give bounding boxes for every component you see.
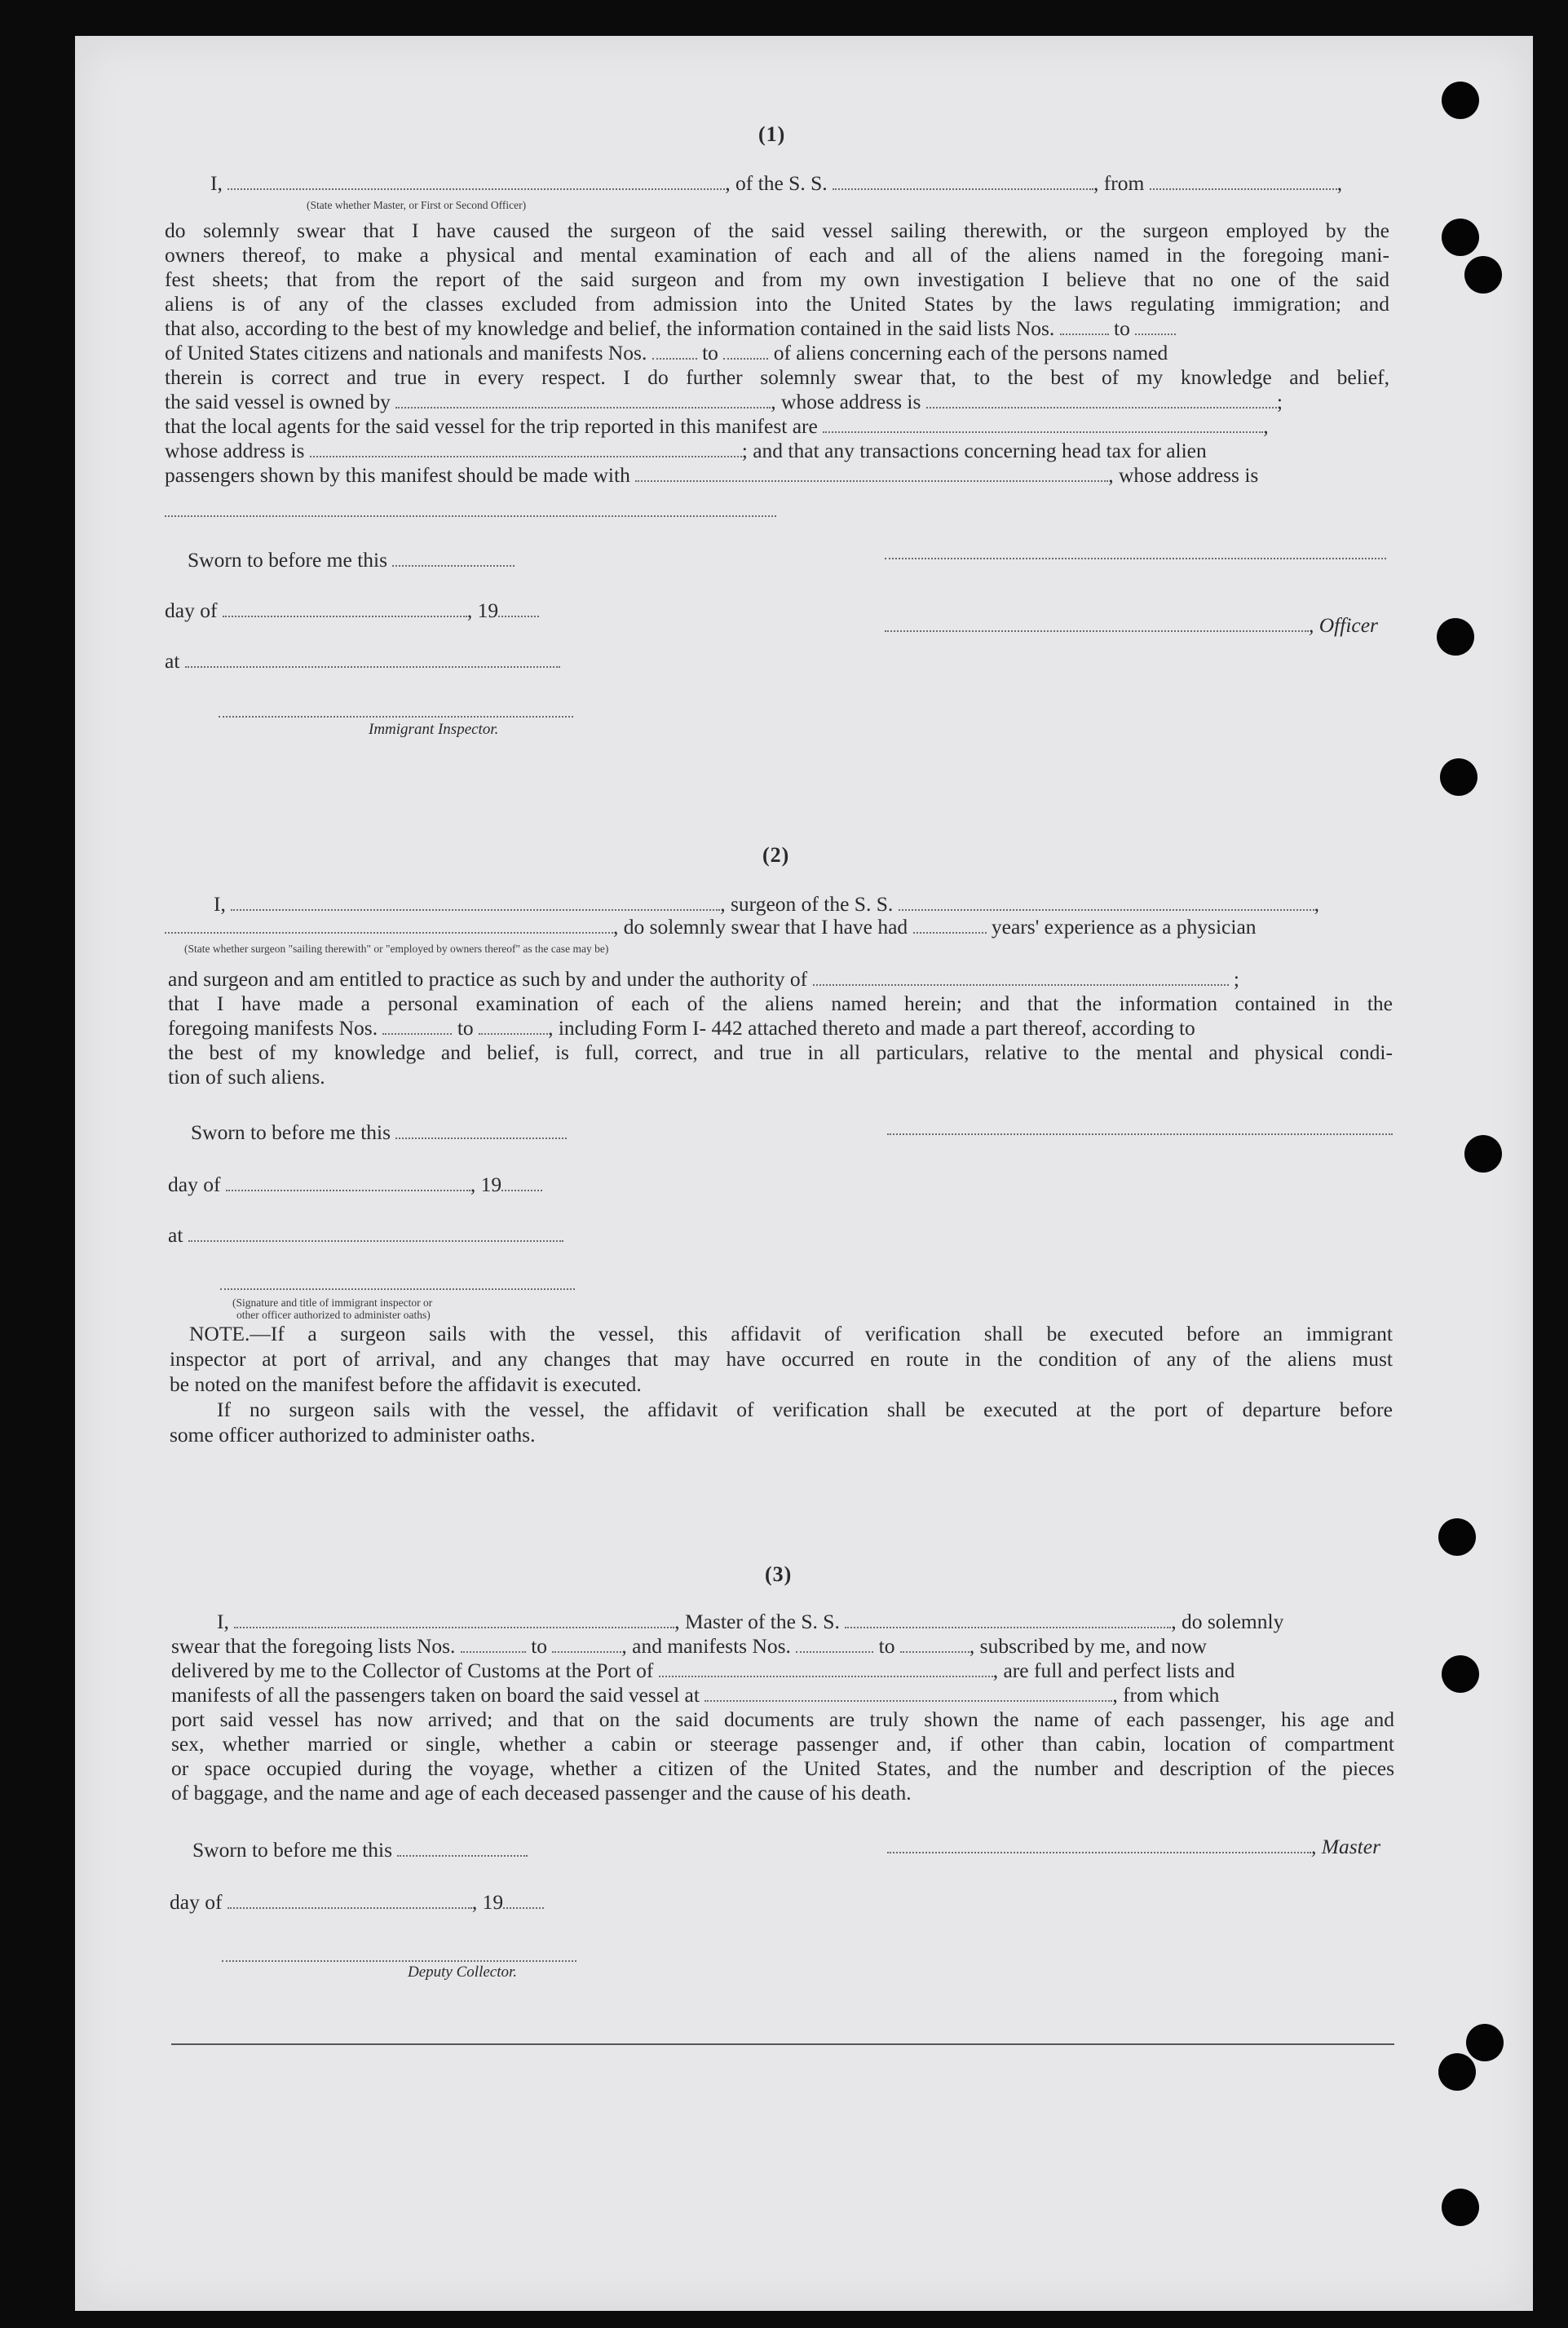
day-of-line: day of , 19	[165, 599, 539, 623]
manifests-to-field[interactable]	[723, 343, 768, 360]
port-field[interactable]	[659, 1661, 993, 1677]
sworn-line: Sworn to before me this	[192, 1838, 528, 1862]
years-field[interactable]	[913, 917, 987, 934]
oath-line: , do solemnly swear that I have had years' experience as a physician	[165, 915, 1257, 939]
binder-hole	[1442, 2189, 1479, 2226]
lists-from-field[interactable]	[1060, 319, 1109, 335]
master-signature-field[interactable]	[887, 1837, 1311, 1853]
oath-text: swear that the foregoing lists Nos. to , and manifests Nos. to , subscribed by me, and now	[171, 1634, 1207, 1658]
officer-signature-field[interactable]	[885, 558, 1386, 559]
binder-hole	[1442, 82, 1479, 119]
sworn-line: Sworn to before me this	[191, 1120, 567, 1145]
oath-text: do solemnly swear that I have caused the surgeon of the said vessel sailing therewith, or the surgeon employed by the	[165, 219, 1389, 242]
section-number: (1)	[758, 122, 786, 146]
owner-field[interactable]	[395, 392, 771, 409]
lists-to-field[interactable]	[552, 1637, 621, 1653]
oath-line: I, , of the S. S. , from ,	[210, 171, 1343, 195]
oath-text: whose address is ; and that any transactions concerning head tax for alien	[165, 439, 1207, 462]
vessel-name-field[interactable]	[899, 895, 1314, 911]
place-field[interactable]	[185, 652, 560, 668]
oath-text: of baggage, and the name and age of each deceased passenger and the cause of his death.	[171, 1781, 912, 1805]
inspector-signature-field[interactable]	[219, 716, 573, 718]
sworn-date-field[interactable]	[392, 550, 515, 567]
bottom-rule	[171, 2043, 1394, 2045]
owner-address-field[interactable]	[926, 392, 1277, 409]
field-hint: (State whether Master, or First or Second Officer)	[307, 199, 527, 211]
manifests-to-field[interactable]	[479, 1018, 548, 1035]
vessel-name-field[interactable]	[845, 1612, 1171, 1628]
day-of-field[interactable]	[223, 601, 467, 617]
oath-text: delivered by me to the Collector of Customs at the Port of , are full and perfect lists and	[171, 1659, 1235, 1682]
agents-address-field[interactable]	[310, 441, 742, 457]
year-field[interactable]	[503, 1893, 544, 1909]
note-text: inspector at port of arrival, and any changes that may have occurred en route in the condition of any of the aliens must	[170, 1347, 1393, 1371]
oath-text: fest sheets; that from the report of the said surgeon and from my own investigation I believe that no one of the said	[165, 267, 1389, 291]
oath-text: or space occupied during the voyage, whether a citizen of the United States, and the number and description of the pieces	[171, 1756, 1394, 1780]
year-field[interactable]	[498, 601, 539, 617]
sworn-date-field[interactable]	[395, 1123, 567, 1139]
surgeon-signature-field[interactable]	[887, 1133, 1393, 1135]
master-line: , Master	[887, 1835, 1380, 1859]
oath-text: that the local agents for the said vessel for the trip reported in this manifest are ,	[165, 414, 1269, 438]
master-name-field[interactable]	[234, 1612, 674, 1628]
binder-hole	[1442, 1655, 1479, 1693]
place-field[interactable]	[188, 1226, 563, 1242]
oath-text: of United States citizens and nationals and manifests Nos. to of aliens concerning each of the persons named	[165, 341, 1168, 364]
oath-text: passengers shown by this manifest should be made with , whose address is	[165, 463, 1259, 487]
oath-text: tion of such aliens.	[168, 1065, 325, 1089]
officer-signature-field[interactable]	[885, 616, 1309, 632]
oath-text: and surgeon and am entitled to practice as such by and under the authority of ;	[168, 967, 1239, 991]
sworn-line: Sworn to before me this	[188, 548, 515, 572]
binder-hole	[1437, 618, 1474, 656]
manifests-from-field[interactable]	[652, 343, 697, 360]
collector-signature-field[interactable]	[222, 1960, 576, 1962]
binder-hole	[1438, 2053, 1476, 2091]
binder-hole	[1464, 256, 1502, 294]
manifests-to-field[interactable]	[900, 1637, 970, 1653]
lists-to-field[interactable]	[1135, 319, 1176, 335]
day-of-line: day of , 19	[170, 1890, 544, 1915]
signer-caption: other officer authorized to administer oaths)	[236, 1309, 431, 1321]
oath-text: sex, whether married or single, whether a cabin or steerage passenger and, if other than cabin, location of compartment	[171, 1732, 1394, 1756]
oath-text: that I have made a personal examination of each of the aliens named herein; and that the information contained in the	[168, 992, 1393, 1015]
binder-hole	[1438, 1518, 1476, 1556]
binder-hole	[1442, 219, 1479, 256]
day-of-line: day of , 19	[168, 1173, 542, 1197]
section-number: (2)	[762, 843, 790, 867]
oath-text: the best of my knowledge and belief, is full, correct, and true in all particulars, relative to the mental and physical condi-	[168, 1040, 1393, 1064]
oath-text: aliens is of any of the classes excluded from admission into the United States by the laws regulating immigration; and	[165, 292, 1389, 316]
signer-caption: Deputy Collector.	[408, 1964, 518, 1981]
signer-caption: (Signature and title of immigrant inspector or	[232, 1297, 433, 1309]
contact-address-field[interactable]	[165, 515, 776, 517]
oath-text: therein is correct and true in every respect. I do further solemnly swear that, to the best of my knowledge and belief,	[165, 365, 1389, 389]
oath-text: that also, according to the best of my knowledge and belief, the information contained in the said lists Nos. to	[165, 316, 1176, 341]
binder-hole	[1464, 1135, 1502, 1173]
departure-port-field[interactable]	[704, 1685, 1112, 1702]
officer-name-field[interactable]	[227, 174, 725, 190]
oath-text: the said vessel is owned by , whose address is ;	[165, 390, 1283, 413]
head-tax-contact-field[interactable]	[635, 466, 1108, 482]
oath-text: foregoing manifests Nos. to , including Form I- 442 attached thereto and made a part thereof, according to	[168, 1016, 1195, 1040]
manifests-from-field[interactable]	[796, 1637, 873, 1653]
surgeon-status-field[interactable]	[165, 917, 613, 934]
note-paragraph: NOTE.—If a surgeon sails with the vessel, this affidavit of verification shall be executed before an immigrant	[189, 1322, 1393, 1345]
oath-line: I, , Master of the S. S. , do solemnly	[217, 1610, 1284, 1633]
vessel-name-field[interactable]	[833, 174, 1093, 190]
agents-field[interactable]	[823, 417, 1263, 433]
year-field[interactable]	[501, 1175, 542, 1191]
oath-line: I, , surgeon of the S. S. ,	[214, 892, 1320, 916]
oath-text: port said vessel has now arrived; and that on the said documents are truly shown the name of each passenger, his age and	[171, 1707, 1394, 1731]
manifests-from-field[interactable]	[382, 1018, 452, 1035]
sworn-date-field[interactable]	[397, 1840, 528, 1857]
officer-line: , Officer	[885, 613, 1378, 638]
field-hint: (State whether surgeon "sailing therewith" or "employed by owners thereof" as the case may be)	[184, 943, 609, 955]
signer-caption: Immigrant Inspector.	[369, 721, 499, 738]
oath-text: manifests of all the passengers taken on board the said vessel at , from which	[171, 1683, 1220, 1707]
binder-hole	[1466, 2024, 1504, 2061]
lists-from-field[interactable]	[461, 1637, 526, 1653]
at-line: at	[165, 649, 560, 674]
note-text: If no surgeon sails with the vessel, the affidavit of verification shall be executed at the port of departure before	[217, 1398, 1393, 1421]
note-text: be noted on the manifest before the affidavit is executed.	[170, 1372, 642, 1396]
surgeon-name-field[interactable]	[231, 895, 720, 911]
binder-hole	[1440, 758, 1477, 796]
oath-text: owners thereof, to make a physical and mental examination of each and all of the aliens named in the foregoing mani-	[165, 243, 1389, 267]
port-from-field[interactable]	[1150, 174, 1337, 190]
at-line: at	[168, 1223, 563, 1248]
authority-field[interactable]	[813, 970, 1229, 986]
day-of-field[interactable]	[227, 1893, 472, 1909]
note-text: some officer authorized to administer oaths.	[170, 1423, 536, 1447]
officer-signature-field[interactable]	[220, 1288, 575, 1290]
day-of-field[interactable]	[226, 1175, 470, 1191]
section-number: (3)	[765, 1562, 793, 1586]
